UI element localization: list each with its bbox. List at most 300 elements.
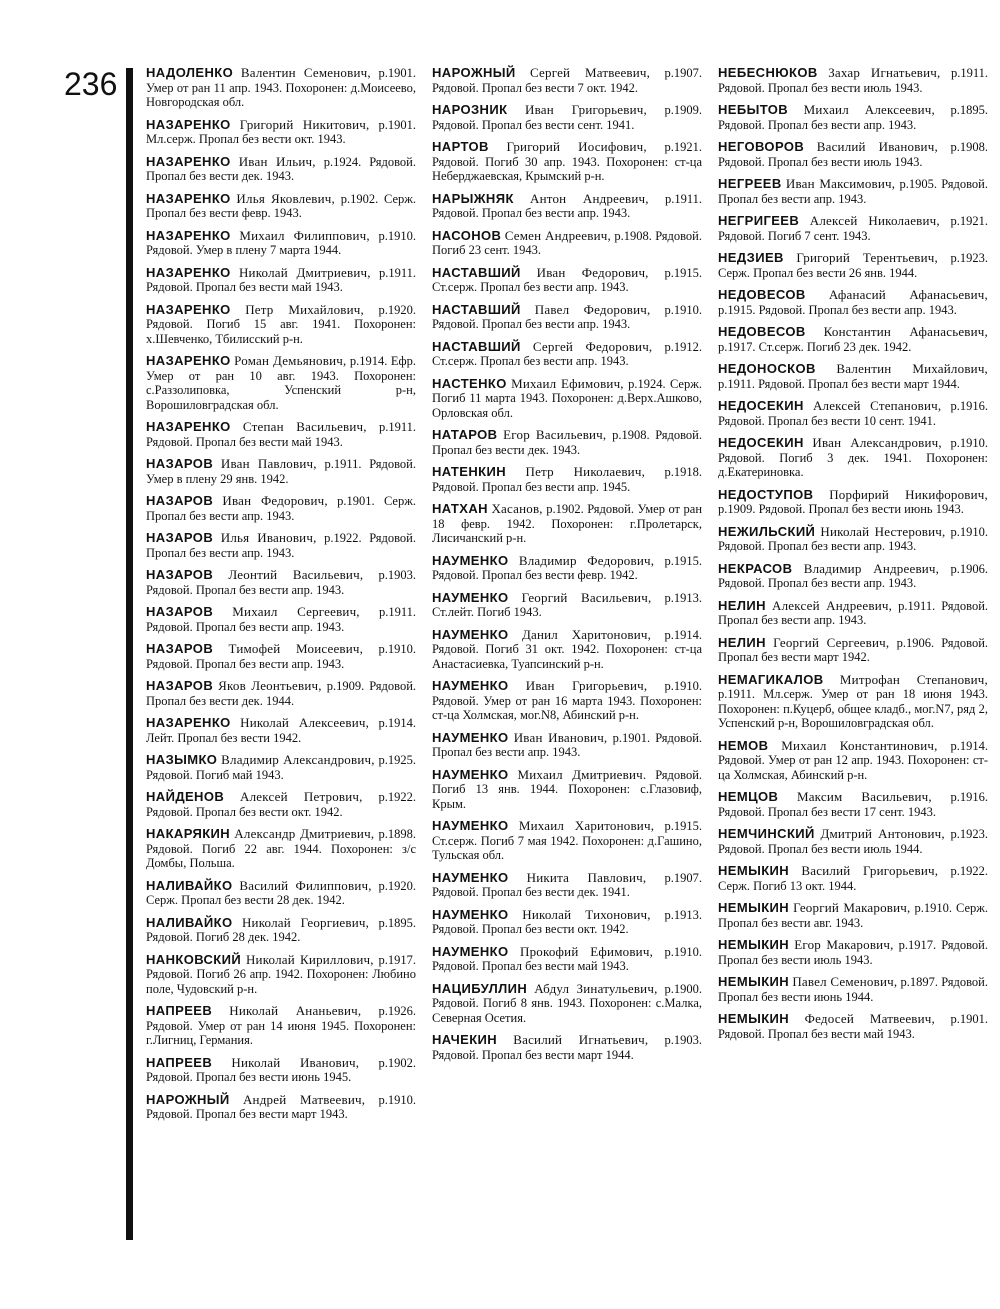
memorial-entry — [432, 679, 702, 723]
entry-given-name: Антон Андреевич, — [530, 190, 649, 206]
entry-given-name: Михаил Филиппович, — [239, 227, 370, 243]
entry-given-name: Петр Михайлович, — [245, 301, 364, 317]
memorial-entry — [432, 428, 702, 457]
entry-details: р.1914. Лейт. Пропал без вести 1942. — [146, 716, 417, 745]
entry-surname: НЕДОСЕКИН — [718, 435, 804, 450]
column-1 — [146, 66, 416, 1130]
entry-surname: НАЛИВАЙКО — [146, 914, 233, 930]
memorial-entry — [718, 140, 988, 169]
entry-given-name: Сергей Федорович, — [532, 338, 653, 354]
entry-surname: НАЗАРОВ — [146, 567, 214, 582]
entry-details: р.1910. Рядовой. Погиб 3 дек. 1941. Похоронен: д.Екатериновка. — [718, 436, 988, 479]
memorial-entry — [432, 103, 702, 132]
entry-given-name: Иван Федорович, — [222, 493, 328, 508]
memorial-entry — [718, 399, 988, 428]
entry-details: р.1916. Рядовой. Пропал без вести 10 сент. 1941. — [718, 399, 989, 428]
entry-details: р.1916. Рядовой. Пропал без вести 17 сент. 1943. — [718, 790, 988, 819]
entry-given-name: Иван Ильич, — [238, 153, 316, 169]
entry-details: р.1901. Рядовой. Пропал без вести май 1943. — [718, 1012, 988, 1041]
memorial-entry — [146, 753, 416, 782]
memorial-entry — [718, 636, 988, 665]
entry-surname: НАУМЕНКО — [432, 943, 509, 959]
entry-given-name: Михаил Ефимович, — [511, 375, 624, 391]
entry-given-name: Прокофий Ефимович, — [520, 943, 654, 959]
entry-details: р.1907. Рядовой. Пропал без вести 7 окт. 1942. — [432, 66, 703, 95]
entry-details: р.1901. Серж. Пропал без вести апр. 1943. — [146, 494, 416, 523]
entry-surname: НЕДОВЕСОВ — [718, 324, 806, 339]
entry-given-name: Алексей Андреевич, — [772, 597, 893, 613]
memorial-entry — [718, 599, 988, 628]
entry-surname: НАЦИБУЛЛИН — [432, 980, 528, 996]
entry-surname: НАЗАРЕНКО — [146, 190, 231, 206]
memorial-entry — [146, 916, 416, 945]
memorial-entry — [718, 436, 988, 480]
entry-given-name: Григорий Никитович, — [239, 116, 370, 132]
memorial-entry — [718, 739, 988, 783]
entry-details: р.1902. Рядовой. Умер от ран 18 февр. 1942. Похоронен: г.Пролетарск, Лисичанский р-н. — [432, 502, 703, 545]
entry-details: р.1897. Рядовой. Пропал без вести июнь 1944. — [718, 975, 988, 1004]
entry-given-name: Данил Харитонович, — [521, 626, 652, 642]
memorial-entry — [146, 531, 416, 560]
entry-surname: НАУМЕНКО — [432, 729, 509, 745]
entry-given-name: Алексей Петрович, — [240, 789, 363, 804]
entry-given-name: Сергей Матвеевич, — [530, 65, 651, 80]
entry-surname: НАЗАРЕНКО — [146, 715, 231, 730]
entry-surname: НАУМЕНКО — [432, 906, 509, 922]
entry-details: р.1915. Рядовой. Пропал без вести февр. 1942. — [432, 553, 703, 582]
entry-given-name: Василий Филиппович, — [239, 877, 372, 893]
entry-surname: НАЗАРЕНКО — [146, 419, 231, 434]
entry-given-name: Николай Алексеевич, — [240, 715, 370, 730]
entry-given-name: Михаил Константинович, — [781, 737, 938, 753]
entry-given-name: Иван Григорьевич, — [525, 678, 648, 693]
entry-given-name: Григорий Терентьевич, — [796, 250, 938, 265]
memorial-entry — [718, 1012, 988, 1041]
entry-surname: НЕМЫКИН — [718, 974, 790, 989]
entry-surname: НАУМЕНКО — [432, 552, 509, 568]
entry-surname: НЕМЦОВ — [718, 789, 779, 804]
entry-given-name: Иван Павлович, — [220, 456, 317, 471]
entry-given-name: Максим Васильевич, — [796, 789, 932, 804]
entry-details: р.1907. Рядовой. Пропал без вести дек. 1941. — [432, 870, 702, 899]
memorial-entry — [432, 303, 702, 332]
entry-details: р.1914. Ефр. Умер от ран 10 авг. 1943. Похоронен: с.Раззолиповка, Успенский р-н, Ворошиловградская обл. — [146, 354, 416, 412]
entry-details: р.1903. Рядовой. Пропал без вести март 1944. — [432, 1033, 702, 1062]
memorial-entry — [718, 975, 988, 1004]
entry-details: р.1917. Рядовой. Пропал без вести июль 1943. — [718, 938, 988, 967]
entry-surname: НАЗАРОВ — [146, 456, 214, 471]
entry-surname: НЕМЫКИН — [718, 863, 790, 878]
entry-details: р.1926. Рядовой. Умер от ран 14 июня 1945. Похоронен: г.Лигниц, Германия. — [146, 1004, 416, 1047]
entry-details: р.1915. Рядовой. Пропал без вести апр. 1943. — [718, 302, 957, 317]
entry-given-name: Иван Федорович, — [536, 264, 649, 280]
entry-given-name: Михаил Сергеевич, — [232, 604, 360, 619]
entry-details: р.1911. Рядовой. Пропал без вести май 1943. — [146, 420, 416, 449]
memorial-entry — [146, 679, 416, 708]
memorial-entry — [146, 266, 416, 295]
entry-given-name: Николай Иванович, — [231, 1054, 360, 1070]
entry-given-name: Николай Тихонович, — [522, 906, 651, 922]
entry-surname: НЕМОВ — [718, 737, 769, 753]
entry-given-name: Хасанов, — [491, 501, 543, 516]
entry-details: р.1925. Рядовой. Погиб май 1943. — [146, 753, 417, 782]
column-2 — [432, 66, 702, 1070]
entry-given-name: Захар Игнатьевич, — [828, 65, 941, 80]
memorial-entry — [146, 642, 416, 671]
entry-details: р.1921. Рядовой. Погиб 30 апр. 1943. Похоронен: ст-ца Неберджаевская, Крымский р-н. — [432, 140, 703, 183]
memorial-entry — [146, 303, 416, 347]
entry-given-name: Михаил Алексеевич, — [803, 102, 935, 117]
entry-given-name: Михаил Харитонович, — [518, 818, 655, 833]
entry-details: р.1914. Рядовой. Погиб 31 окт. 1942. Похоронен: ст-ца Анастасиевка, Туапсинский р-н. — [432, 627, 703, 671]
entry-surname: НАЗАРОВ — [146, 641, 214, 656]
entry-details: р.1910. Рядовой. Пропал без вести апр. 1943. — [718, 524, 989, 553]
entry-details: р.1895. Рядовой. Погиб 28 дек. 1942. — [146, 915, 416, 944]
entry-details: р.1910. Рядовой. Пропал без вести март 1943. — [146, 1092, 417, 1121]
entry-surname: НЕДОСЕКИН — [718, 398, 804, 413]
memorial-entry — [432, 982, 702, 1026]
memorial-entry — [432, 66, 702, 95]
entry-details: р.1922. Серж. Погиб 13 окт. 1944. — [718, 864, 989, 893]
entry-given-name: Леонтий Васильевич, — [228, 567, 364, 582]
entry-given-name: Егор Макарович, — [794, 937, 894, 952]
entry-surname: НАРОЖНЫЙ — [146, 1091, 230, 1107]
entry-details: р.1924. Рядовой. Пропал без вести дек. 1943. — [146, 154, 416, 183]
entry-details: р.1911. Рядовой. Пропал без вести март 1944. — [718, 376, 960, 391]
entry-given-name: Никита Павлович, — [526, 869, 647, 885]
entry-given-name: Иван Григорьевич, — [524, 102, 647, 117]
entry-details: р.1911. Рядовой. Умер в плену 29 янв. 1942. — [146, 457, 416, 486]
entry-details: р.1911. Мл.серж. Умер от ран 18 июня 1943. Похоронен: п.Куцерб, общее кладб., мог.N7, ряд 2, Успенский р-н, Ворошиловградская обл. — [718, 687, 988, 730]
entry-surname: НЕЖИЛЬСКИЙ — [718, 523, 816, 539]
memorial-entry — [432, 908, 702, 937]
entry-surname: НЕЛИН — [718, 597, 766, 613]
entry-surname: НЕМЫКИН — [718, 900, 790, 915]
entry-surname: НАЗЫМКО — [146, 752, 218, 767]
entry-surname: НАПРЕЕВ — [146, 1054, 213, 1070]
column-3 — [718, 66, 988, 1049]
entry-given-name: Георгий Сергеевич, — [773, 634, 890, 650]
memorial-entry — [718, 214, 988, 243]
entry-given-name: Владимир Федорович, — [518, 552, 655, 568]
entry-surname: НАСТАВШИЙ — [432, 338, 521, 354]
entry-details: р.1911. Рядовой. Пропал без вести апр. 1943. — [432, 191, 703, 220]
entry-surname: НАЗАРЕНКО — [146, 301, 231, 317]
entry-given-name: Семен Андреевич, — [504, 227, 611, 243]
entry-surname: НАРЫЖНЯК — [432, 190, 514, 206]
entry-surname: НАПРЕЕВ — [146, 1003, 213, 1018]
entry-details: р.1908. Рядовой. Пропал без вести дек. 1943. — [432, 428, 702, 457]
entry-details: р.1906. Рядовой. Пропал без вести апр. 1943. — [718, 561, 989, 590]
memorial-entry — [432, 192, 702, 221]
memorial-entry — [432, 591, 702, 620]
entry-surname: НАСТАВШИЙ — [432, 264, 521, 280]
memorial-entry — [146, 1056, 416, 1085]
entry-surname: НАНКОВСКИЙ — [146, 951, 242, 967]
entry-surname: НАЗАРЕНКО — [146, 153, 231, 169]
entry-surname: НАРОЖНЫЙ — [432, 65, 516, 80]
entry-surname: НАСТАВШИЙ — [432, 301, 521, 317]
entry-surname: НАУМЕНКО — [432, 589, 509, 605]
entry-given-name: Михаил Дмитриевич. — [517, 766, 647, 782]
memorial-entry — [146, 568, 416, 597]
entry-details: р.1920. Серж. Пропал без вести 28 дек. 1942. — [146, 878, 417, 907]
entry-surname: НАРТОВ — [432, 139, 489, 154]
entry-surname: НАЙДЕНОВ — [146, 789, 225, 804]
entry-given-name: Егор Васильевич, — [503, 427, 607, 442]
entry-details: р.1910. Рядовой. Пропал без вести апр. 1943. — [432, 302, 702, 331]
entry-surname: НАЗАРОВ — [146, 530, 214, 545]
entry-surname: НАКАРЯКИН — [146, 826, 231, 841]
entry-surname: НЕМЧИНСКИЙ — [718, 826, 815, 841]
entry-surname: НЕГРИГЕЕВ — [718, 213, 800, 228]
page-number: 236 — [64, 66, 118, 102]
entry-details: р.1910. Рядовой. Пропал без вести май 1943. — [432, 944, 703, 973]
entry-surname: НАУМЕНКО — [432, 626, 509, 642]
entry-surname: НАЗАРЕНКО — [146, 353, 231, 368]
entry-given-name: Валентин Михайлович, — [836, 361, 989, 376]
memorial-entry — [146, 457, 416, 486]
entry-details: р.1911. Рядовой. Пропал без вести июль 1943. — [718, 66, 989, 95]
entry-details: р.1918. Рядовой. Пропал без вести апр. 1945. — [432, 465, 703, 494]
entry-surname: НАРОЗНИК — [432, 102, 508, 117]
entry-given-name: Валентин Семенович, — [240, 65, 371, 80]
memorial-entry — [146, 192, 416, 221]
entry-surname: НАЗАРОВ — [146, 493, 214, 508]
entry-given-name: Василий Григорьевич, — [801, 863, 939, 878]
memorial-entry — [146, 354, 416, 412]
entry-given-name: Дмитрий Антонович, — [820, 826, 945, 841]
memorial-entry — [718, 362, 988, 391]
entry-details: р.1905. Рядовой. Пропал без вести апр. 1943. — [718, 177, 988, 206]
entry-given-name: Владимир Андреевич, — [803, 560, 940, 576]
entry-surname: НАУМЕНКО — [432, 869, 509, 885]
memorial-entry — [146, 494, 416, 523]
memorial-entry — [432, 945, 702, 974]
entry-given-name: Василий Иванович, — [816, 139, 938, 154]
memorial-entry — [718, 66, 988, 95]
memorial-entry — [718, 901, 988, 930]
entry-given-name: Николай Кириллович, — [245, 951, 374, 967]
entry-surname: НАДОЛЕНКО — [146, 65, 234, 80]
memorial-entry — [146, 118, 416, 147]
entry-surname: НАЗАРЕНКО — [146, 116, 231, 132]
entry-given-name: Степан Васильевич, — [242, 419, 367, 434]
entry-given-name: Петр Николаевич, — [525, 464, 646, 479]
memorial-entry — [146, 420, 416, 449]
memorial-entry — [146, 229, 416, 258]
entry-given-name: Георгий Макарович, — [793, 900, 911, 915]
entry-surname: НАУМЕНКО — [432, 678, 509, 693]
entry-given-name: Абдул Зинатульевич, — [534, 980, 658, 996]
entry-surname: НАЗАРОВ — [146, 604, 214, 619]
entry-details: р.1901. Мл.серж. Пропал без вести окт. 1943. — [146, 117, 417, 146]
entry-details: р.1922. Рядовой. Пропал без вести апр. 1943. — [146, 531, 416, 560]
entry-details: р.1912. Ст.серж. Пропал без вести апр. 1943. — [432, 339, 702, 368]
entry-given-name: Федосей Матвеевич, — [804, 1011, 935, 1026]
entry-given-name: Василий Игнатьевич, — [513, 1032, 649, 1047]
margin-rule — [126, 68, 133, 1240]
entry-details: р.1901. Рядовой. Пропал без вести апр. 1943. — [432, 730, 703, 759]
entry-details: р.1923. Серж. Пропал без вести 26 янв. 1944. — [718, 251, 989, 280]
entry-given-name: Иван Максимович, — [785, 176, 896, 191]
memorial-entry — [718, 827, 988, 856]
entry-details: р.1922. Рядовой. Пропал без вести окт. 1942. — [146, 790, 417, 819]
entry-surname: НЕДОСТУПОВ — [718, 486, 814, 502]
entry-surname: НЕМАГИКАЛОВ — [718, 671, 824, 687]
entry-surname: НАТАРОВ — [432, 427, 498, 442]
entry-given-name: Николай Ананьевич, — [229, 1003, 362, 1018]
entry-surname: НЕБЫТОВ — [718, 102, 789, 117]
memorial-entry — [146, 953, 416, 997]
memorial-entry — [718, 673, 988, 731]
entry-given-name: Порфирий Никифорович, — [829, 486, 988, 502]
memorial-entry — [146, 155, 416, 184]
entry-given-name: Яков Леонтьевич, — [218, 678, 322, 693]
entry-details: р.1898. Рядовой. Погиб 22 авг. 1944. Похоронен: з/с Домбы, Польша. — [146, 827, 416, 870]
entry-details: р.1911. Рядовой. Пропал без вести май 1943. — [146, 265, 416, 294]
entry-details: р.1921. Рядовой. Погиб 7 сент. 1943. — [718, 214, 988, 243]
entry-surname: НЕДЗИЕВ — [718, 250, 784, 265]
entry-surname: НЕМЫКИН — [718, 937, 790, 952]
entry-given-name: Григорий Иосифович, — [506, 139, 647, 154]
entry-surname: НАУМЕНКО — [432, 818, 509, 833]
entry-given-name: Алексей Степанович, — [812, 398, 942, 413]
entry-details: р.1908. Рядовой. Пропал без вести июль 1943. — [718, 140, 988, 169]
entry-surname: НАТЕНКИН — [432, 464, 506, 479]
entry-details: р.1910. Рядовой. Пропал без вести апр. 1943. — [146, 642, 416, 671]
entry-surname: НЕЛИН — [718, 634, 766, 650]
memorial-entry — [146, 879, 416, 908]
entry-surname: НАСОНОВ — [432, 227, 502, 243]
memorial-entry — [146, 66, 416, 110]
entry-details: р.1909. Рядовой. Пропал без вести сент. 1941. — [432, 103, 702, 132]
memorial-entry — [718, 488, 988, 517]
memorial-entry — [718, 790, 988, 819]
entry-details: р.1923. Рядовой. Пропал без вести июль 1944. — [718, 827, 989, 856]
entry-given-name: Роман Демьянович, — [234, 353, 347, 368]
memorial-entry — [432, 819, 702, 863]
memorial-entry — [718, 938, 988, 967]
entry-given-name: Тимофей Моисеевич, — [228, 641, 364, 656]
memorial-entry — [718, 177, 988, 206]
entry-given-name: Андрей Матвеевич, — [242, 1091, 366, 1107]
entry-surname: НАЛИВАЙКО — [146, 877, 233, 893]
memorial-entry — [146, 716, 416, 745]
entry-details: р.1911. Рядовой. Пропал без вести апр. 1943. — [718, 598, 989, 627]
entry-surname: НАТХАН — [432, 501, 488, 516]
entry-surname: НАСТЕНКО — [432, 375, 507, 391]
entry-given-name: Павел Федорович, — [534, 301, 651, 317]
memorial-entry — [718, 288, 988, 317]
entry-details: р.1910. Серж. Пропал без вести авг. 1943. — [718, 901, 989, 930]
entry-given-name: Илья Яковлевич, — [236, 190, 335, 206]
memorial-entry — [432, 768, 702, 812]
entry-details: р.1906. Рядовой. Пропал без вести март 1942. — [718, 635, 989, 664]
memorial-entry — [432, 554, 702, 583]
entry-given-name: Николай Георгиевич, — [241, 914, 370, 930]
memorial-entry — [146, 1004, 416, 1048]
entry-surname: НЕКРАСОВ — [718, 560, 793, 576]
entry-given-name: Георгий Васильевич, — [521, 589, 652, 605]
entry-details: р.1920. Рядовой. Погиб 15 авг. 1941. Похоронен: х.Шевченко, Тбилисский р-н. — [146, 302, 416, 346]
memorial-entry — [432, 628, 702, 672]
memorial-entry — [432, 465, 702, 494]
memorial-entry — [432, 140, 702, 184]
entry-details: р.1909. Рядовой. Пропал без вести июнь 1943. — [718, 502, 964, 516]
entry-details: р.1910. Рядовой. Умер от ран 16 марта 1943. Похоронен: ст-ца Холмская, мог.N8, Абинский р-н. — [432, 679, 703, 722]
entry-details: р.1914. Рядовой. Умер от ран 12 апр. 1943. Похоронен: ст-ца Холмская, Абинский р-н. — [718, 738, 988, 782]
entry-surname: НАЗАРЕНКО — [146, 227, 231, 243]
memorial-entry — [146, 790, 416, 819]
memorial-entry — [718, 562, 988, 591]
memorial-entry — [146, 1093, 416, 1122]
entry-details: р.1908. Рядовой. Погиб 23 сент. 1943. — [432, 228, 702, 257]
entry-surname: НЕБЕСНЮКОВ — [718, 65, 818, 80]
entry-given-name: Павел Семенович, — [792, 974, 898, 989]
memorial-entry — [432, 871, 702, 900]
entry-details: р.1913. Рядовой. Пропал без вести окт. 1942. — [432, 907, 702, 936]
entry-details: р.1902. Серж. Пропал без вести февр. 1943. — [146, 191, 417, 220]
entry-details: р.1909. Рядовой. Пропал без вести дек. 1944. — [146, 679, 417, 708]
entry-details: р.1911. Рядовой. Пропал без вести апр. 1943. — [146, 605, 416, 634]
entry-given-name: Николай Нестерович, — [820, 523, 946, 539]
entry-details: р.1900. Рядовой. Погиб 8 янв. 1943. Похоронен: с.Малка, Северная Осетия. — [432, 981, 702, 1025]
entry-details: р.1903. Рядовой. Пропал без вести апр. 1943. — [146, 568, 417, 597]
entry-surname: НЕДОВЕСОВ — [718, 287, 806, 302]
memorial-entry — [718, 325, 988, 354]
entry-details: р.1924. Серж. Погиб 11 марта 1943. Похоронен: д.Верх.Ашково, Орловская обл. — [432, 376, 702, 420]
entry-details: р.1917. Рядовой. Погиб 26 апр. 1942. Похоронен: Любино поле, Чудовский р-н. — [146, 952, 417, 996]
entry-details: р.1910. Рядовой. Умер в плену 7 марта 1944. — [146, 228, 416, 257]
entry-given-name: Алексей Николаевич, — [809, 213, 940, 228]
memorial-entry — [718, 525, 988, 554]
entry-surname: НАУМЕНКО — [432, 766, 509, 782]
entry-surname: НАЧЕКИН — [432, 1032, 498, 1047]
entry-details: р.1895. Рядовой. Пропал без вести апр. 1943. — [718, 103, 989, 132]
entry-surname: НЕМЫКИН — [718, 1011, 790, 1026]
memorial-entry — [432, 266, 702, 295]
entry-details: р.1917. Ст.серж. Погиб 23 дек. 1942. — [718, 339, 912, 354]
memorial-entry — [718, 864, 988, 893]
entry-given-name: Афанасий Афанасьевич, — [828, 287, 988, 302]
memorial-entry — [146, 827, 416, 871]
memorial-entry — [432, 502, 702, 546]
entry-given-name: Николай Дмитриевич, — [238, 264, 371, 280]
entry-given-name: Илья Иванович, — [220, 530, 317, 545]
memorial-entry — [432, 340, 702, 369]
entry-details: Рядовой. Погиб 13 янв. 1944. Похоронен: с.Глазовиф, Крым. — [432, 767, 703, 811]
entry-surname: НЕГРЕЕВ — [718, 176, 782, 191]
memorial-entry — [432, 1033, 702, 1062]
entry-given-name: Александр Дмитриевич, — [234, 826, 375, 841]
memorial-entry — [718, 251, 988, 280]
entry-details: р.1902. Рядовой. Пропал без вести июнь 1945. — [146, 1055, 416, 1084]
entry-details: р.1915. Ст.серж. Погиб 7 мая 1942. Похоронен: д.Гашино, Тульская обл. — [432, 819, 702, 862]
memorial-entry — [432, 377, 702, 421]
entry-details: р.1915. Ст.серж. Пропал без вести апр. 1943. — [432, 265, 703, 294]
entry-given-name: Иван Александрович, — [812, 435, 942, 450]
entry-given-name: Иван Иванович, — [513, 729, 608, 745]
entry-given-name: Владимир Александрович, — [221, 752, 375, 767]
entry-details: р.1901. Умер от ран 11 апр. 1943. Похоронен: д.Моисеево, Новгородская обл. — [146, 66, 417, 109]
entry-given-name: Митрофан Степанович, — [839, 671, 988, 687]
memorial-entry — [718, 103, 988, 132]
entry-surname: НАЗАРОВ — [146, 678, 214, 693]
memorial-entry — [432, 229, 702, 258]
entry-given-name: Константин Афанасьевич, — [823, 324, 988, 339]
entry-surname: НЕГОВОРОВ — [718, 139, 805, 154]
